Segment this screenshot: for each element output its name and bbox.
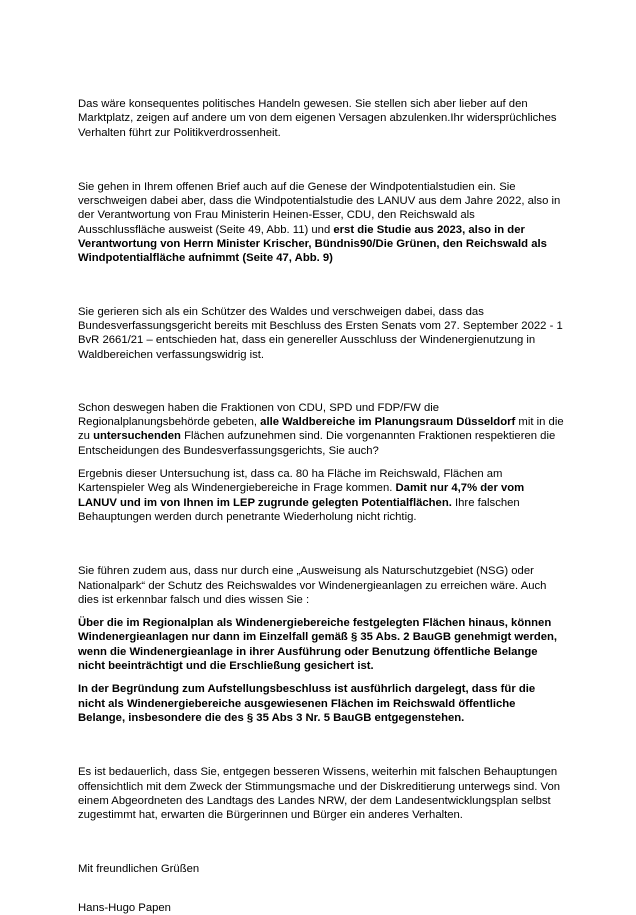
paragraph-fraktionen [78, 401, 564, 458]
closing-greeting: Mit freundlichen Grüßen [78, 863, 200, 876]
bold-text: erst die Studie aus 2023, also in der Verantwortung von Herrn Minister Krischer, Bündnis90/Die Grünen, den Reichswald als Windpotentialfläche aufnimmt (Seite 47, Abb. 9) [78, 223, 547, 265]
paragraph-windpotentialstudien [78, 180, 564, 266]
bold-text: alle Waldbereiche im Planungsraum Düsseldorf [260, 416, 516, 429]
paragraph-regionalplan: Über die im Regionalplan als Windenergiebereiche festgelegten Flächen hinaus, können Windenergieanlagen nur dann im Einzelfall gemäß § 35 Abs. 2 BauGB genehmigt werden, wenn die Windenergieanlage in ihrer Ausführung oder Benutzung öffentliche Belange nicht beeinträchtigt und die Erschließung gesichert ist. [78, 617, 558, 673]
paragraph-bundesverfassungsgericht: Sie gerieren sich als ein Schützer des Waldes und verschweigen dabei, dass das Bundesverfassungsgericht bereits mit Beschluss des Ersten Senats vom 27. September 2022 - 1 BvR 2661/21 – entschieden hat, dass ein genereller Ausschluss der Windenergienutzung in Waldbereichen verfassungswidrig ist. [78, 305, 563, 361]
paragraph-marktplatz: Das wäre konsequentes politisches Handeln gewesen. Sie stellen sich aber lieber auf den Marktplatz, zeigen auf andere um von dem eigenen Versagen abzulenken.Ihr widersprüchliches Verhalten führt zur Politikverdrossenheit. [78, 98, 557, 139]
paragraph-ergebnis [78, 467, 564, 524]
paragraph-text: Sie gehen in Ihrem offenen Brief auch auf die Genese der Windpotentialstudien ein. Sie verschweigen dabei aber, dass die Windpotentialstudie des LANUV aus dem Jahre 2022, also in der Verantwortung von Frau Ministerin Heinen-Esser, CDU, den Reichswald als Ausschlussfläche ausweist (Seite 49, Abb. 11) und [78, 180, 561, 236]
paragraph-text: Flächen aufzunehmen sind. Die vorgenannten Fraktionen respektieren die Entscheidungen des Bundesverfassungsgerichts, Sie auch? [78, 430, 556, 457]
paragraph-aufstellungsbeschluss: In der Begründung zum Aufstellungsbeschluss ist ausführlich dargelegt, dass für die nicht als Windenergiebereiche ausgewiesenen Flächen im Reichswald öffentliche Belange, insbesondere die des § 35 Abs 3 Nr. 5 BauGB entgegenstehen. [78, 683, 536, 724]
paragraph-text: Ihre falschen Behauptungen werden durch penetrante Wiederholung nicht richtig. [78, 496, 520, 523]
paragraph-text: mit in die zu [78, 416, 564, 443]
paragraph-bedauerlich: Es ist bedauerlich, dass Sie, entgegen besseren Wissens, weiterhin mit falschen Behauptungen offensichtlich mit dem Zweck der Stimmungsmache und der Diskreditierung unterwegs sind. Von einem Abgeordneten des Landtags des Landes NRW, der dem Landesentwicklungsplan selbst zugestimmt hat, erwarten die Bürgerinnen und Bürger ein anderes Verhalten. [78, 766, 561, 822]
bold-text: untersuchenden [93, 430, 181, 443]
letter-body [78, 97, 564, 915]
bold-text: Damit nur 4,7% der vom LANUV und im von Ihnen im LEP zugrunde gelegten Potentialflächen. [78, 482, 525, 509]
paragraph-naturschutzgebiet: Sie führen zudem aus, dass nur durch eine „Ausweisung als Naturschutzgebiet (NSG) oder Nationalpark“ der Schutz des Reichswaldes vor Windenergieanlagen zu erreichen wäre. Auch dies ist erkennbar falsch und dies wissen Sie : [78, 565, 547, 606]
paragraph-text: Ergebnis dieser Untersuchung ist, dass ca. 80 ha Fläche im Reichswald, Flächen am Kartenspieler Weg als Windenergiebereiche in Frage kommen. [78, 468, 503, 495]
signature-name: Hans-Hugo Papen [78, 901, 171, 914]
paragraph-text: Schon deswegen haben die Fraktionen von CDU, SPD und FDP/FW die Regionalplanungsbehörde gebeten, [78, 401, 440, 429]
